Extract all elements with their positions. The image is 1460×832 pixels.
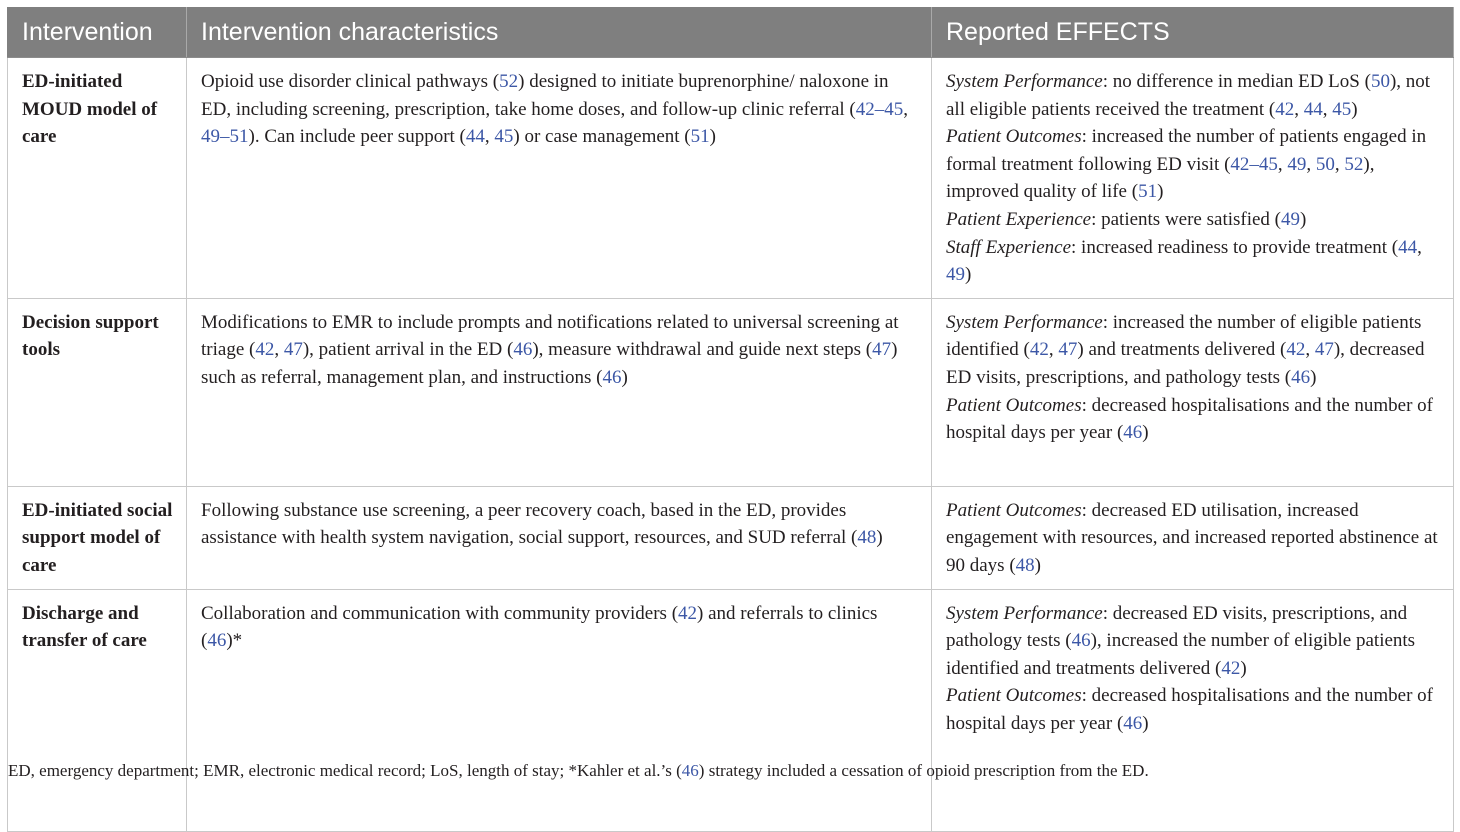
text: ) or case management (: [513, 126, 691, 148]
citation-link[interactable]: 49–51: [201, 126, 249, 148]
effect-label: System Performance: [946, 602, 1103, 624]
text: Collaboration and communication with community providers (: [201, 602, 679, 624]
effect-line: [946, 206, 1439, 234]
citation-link[interactable]: 52: [1344, 153, 1364, 175]
text: ): [876, 527, 883, 549]
text: ED, emergency department; EMR, electronic medical record; LoS, length of stay; *Kahler et al.’s (: [8, 761, 682, 780]
citation-link[interactable]: 42: [1275, 98, 1295, 120]
table-footnote: [8, 761, 1149, 781]
effect-label: System Performance: [946, 311, 1103, 333]
text: : decreased hospitalisations and the number of hospital days per year (: [946, 394, 1434, 444]
citation-link[interactable]: 46: [513, 339, 533, 361]
text: ), increased the number of eligible patients identified and treatments delivered (: [946, 630, 1416, 679]
citation-link[interactable]: 46: [1123, 422, 1143, 444]
intervention-name: Discharge and transfer of care: [8, 589, 187, 831]
intervention-name: Decision support tools: [8, 298, 187, 486]
text: ), not all eligible patients received the treatment (: [946, 71, 1431, 120]
text: : increased the number of eligible patients identified (: [946, 311, 1422, 361]
intervention-characteristics: [187, 58, 932, 299]
effect-line: [946, 123, 1439, 206]
citation-link[interactable]: 48: [857, 527, 877, 549]
text: ): [621, 366, 628, 388]
citation-link[interactable]: 44: [1303, 98, 1323, 120]
text: ), patient arrival in the ED (: [302, 339, 514, 361]
citation-link[interactable]: 46: [681, 761, 699, 780]
effect-label: System Performance: [946, 71, 1103, 92]
text: ,: [1417, 236, 1422, 258]
text: : increased the number of patients engaged in formal treatment following ED visit (: [946, 126, 1427, 175]
intervention-characteristics: [187, 589, 932, 831]
citation-link[interactable]: 45: [1332, 98, 1352, 120]
citation-link[interactable]: 42–45: [1230, 153, 1278, 175]
text: ) designed to initiate buprenorphine/ naloxone in ED, including screening, prescription, take home doses, and follow-up clinic referral (: [201, 71, 889, 120]
citation-link[interactable]: 47: [1314, 339, 1334, 361]
citation-link[interactable]: 46: [1291, 366, 1311, 388]
citation-link[interactable]: 47: [872, 339, 892, 361]
text: ) and treatments delivered (: [1077, 339, 1287, 361]
text: ): [1300, 208, 1307, 230]
reported-effects: [932, 58, 1454, 299]
text: ): [1240, 657, 1247, 679]
text: ): [1351, 98, 1358, 120]
citation-link[interactable]: 46: [1123, 712, 1143, 734]
effect-line: [946, 682, 1439, 737]
text: ), measure withdrawal and guide next steps (: [532, 339, 873, 361]
effect-label: Staff Experience: [946, 236, 1072, 258]
text: Modifications to EMR to include prompts and notifications related to universal screening at triage (: [201, 311, 899, 361]
effect-line: [946, 68, 1439, 123]
citation-link[interactable]: 46: [1071, 630, 1091, 652]
text: ): [709, 126, 716, 148]
text: ,: [1322, 98, 1333, 120]
citation-link[interactable]: 49: [946, 264, 965, 286]
effect-label: Patient Outcomes: [946, 499, 1082, 521]
text: : no difference in median ED LoS (: [1102, 71, 1371, 92]
text: ): [1034, 554, 1041, 576]
effect-line: [946, 234, 1439, 289]
text: ,: [1334, 153, 1345, 175]
text: ): [1142, 422, 1149, 444]
citation-link[interactable]: 46: [207, 630, 227, 652]
effect-line: [946, 600, 1439, 683]
text: )*: [226, 630, 243, 652]
text: ,: [1305, 339, 1315, 361]
intervention-characteristics: [187, 486, 932, 589]
header-effects: Reported EFFECTS: [932, 7, 1454, 58]
citation-link[interactable]: 42: [1029, 339, 1049, 361]
citation-link[interactable]: 42: [255, 339, 275, 361]
text: ,: [484, 126, 495, 148]
citation-link[interactable]: 44: [1398, 236, 1418, 258]
text: : patients were satisfied (: [1091, 208, 1282, 230]
text: ) strategy included a cessation of opioid prescription from the ED.: [698, 761, 1149, 780]
text: : decreased hospitalisations and the number of hospital days per year (: [946, 685, 1434, 734]
text: Following substance use screening, a peer recovery coach, based in the ED, provides assistance with health system navigation, social support, resources, and SUD referral (: [201, 499, 858, 549]
text: ,: [1294, 98, 1304, 120]
citation-link[interactable]: 42: [678, 602, 698, 624]
effect-label: Patient Outcomes: [946, 394, 1082, 416]
citation-link[interactable]: 50: [1315, 153, 1335, 175]
citation-link[interactable]: 42: [1221, 657, 1241, 679]
text: ): [1310, 366, 1317, 388]
citation-link[interactable]: 42: [1286, 339, 1306, 361]
header-intervention: Intervention: [8, 7, 187, 58]
effect-label: Patient Outcomes: [946, 126, 1082, 148]
intervention-name: ED-initiated social support model of care: [8, 486, 187, 589]
reported-effects: [932, 298, 1454, 486]
citation-link[interactable]: 51: [690, 126, 710, 148]
table-row: [8, 298, 1454, 486]
text: Opioid use disorder clinical pathways (: [201, 71, 500, 92]
text: ,: [1306, 153, 1316, 175]
text: ,: [274, 339, 284, 361]
citation-link[interactable]: 51: [1138, 181, 1158, 203]
citation-link[interactable]: 45: [494, 126, 514, 148]
table-row: [8, 58, 1454, 299]
effect-label: Patient Experience: [946, 208, 1092, 230]
text: ) such as referral, management plan, and instructions (: [201, 339, 898, 388]
citation-link[interactable]: 52: [499, 71, 519, 92]
text: : increased readiness to provide treatment (: [1071, 236, 1399, 258]
table-header-row: [8, 7, 1454, 58]
effect-label: Patient Outcomes: [946, 685, 1082, 707]
text: ,: [1048, 339, 1059, 361]
text: ), decreased ED visits, prescriptions, and pathology tests (: [946, 339, 1425, 388]
citation-link[interactable]: 42–45: [855, 98, 904, 120]
citation-link[interactable]: 47: [1058, 339, 1078, 361]
citation-link[interactable]: 44: [465, 126, 485, 148]
text: : decreased ED utilisation, increased engagement with resources, and increased reported abstinence at 90 days (: [946, 499, 1438, 576]
text: ) and referrals to clinics (: [201, 602, 878, 652]
citation-link[interactable]: 46: [602, 366, 622, 388]
text: ). Can include peer support (: [248, 126, 466, 148]
intervention-characteristics: [187, 298, 932, 486]
text: ): [1157, 181, 1164, 203]
effect-line: [946, 497, 1439, 580]
text: ,: [903, 98, 909, 120]
header-characteristics: Intervention characteristics: [187, 7, 932, 58]
citation-link[interactable]: 50: [1370, 71, 1390, 92]
text: ,: [1277, 153, 1288, 175]
interventions-table: [7, 7, 1454, 832]
reported-effects: [932, 486, 1454, 589]
citation-link[interactable]: 48: [1015, 554, 1035, 576]
effect-line: [946, 309, 1439, 392]
effect-line: [946, 392, 1439, 447]
text: : decreased ED visits, prescriptions, and pathology tests (: [946, 602, 1408, 652]
citation-link[interactable]: 49: [1281, 208, 1301, 230]
citation-link[interactable]: 49: [1287, 153, 1307, 175]
citation-link[interactable]: 47: [283, 339, 303, 361]
text: ), improved quality of life (: [946, 153, 1375, 203]
table-row: [8, 486, 1454, 589]
text: ): [1142, 712, 1149, 734]
text: ): [965, 264, 972, 286]
reported-effects: [932, 589, 1454, 831]
intervention-name: ED-initiated MOUD model of care: [8, 58, 187, 299]
table-row: [8, 589, 1454, 831]
